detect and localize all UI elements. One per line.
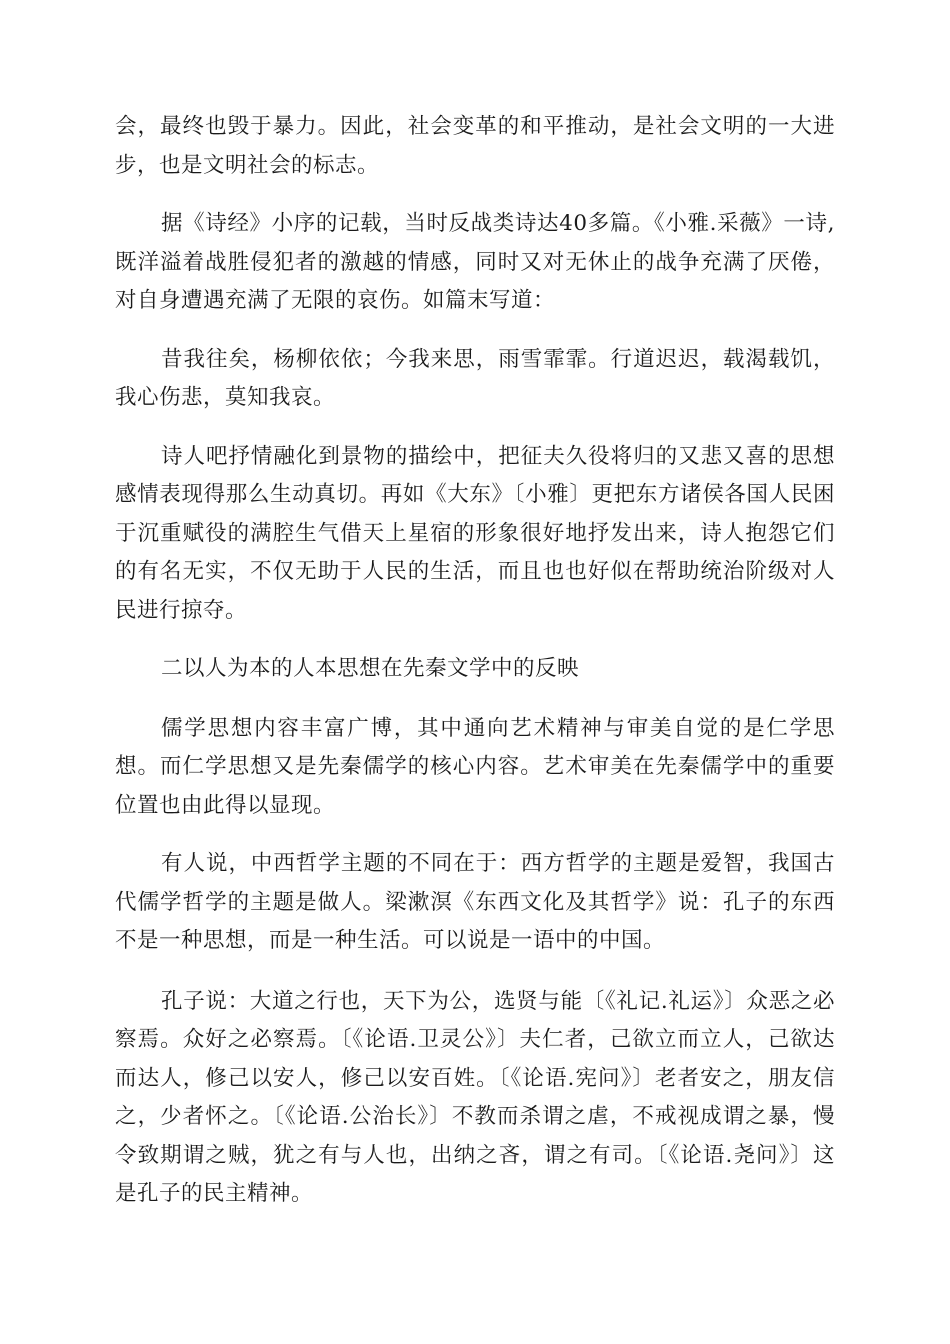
paragraph-philosophy-theme: 有人说，中西哲学主题的不同在于：西方哲学的主题是爱智，我国古代儒学哲学的主题是做人。梁漱溟《东西文化及其哲学》说：孔子的东西不是一种思想，而是一种生活。可以说是一语中的中国。	[115, 851, 835, 953]
paragraph-poet-emotion: 诗人吧抒情融化到景物的描绘中，把征夫久役将归的又悲又喜的思想感情表现得那么生动真切。再如《大东》〔小雅〕更把东方诸侯各国人民困于沉重赋役的满腔生气借天上星宿的形象很好地抒发出来，诗人抱怨它们的有名无实，不仅无助于人民的生活，而且也也好似在帮助统治阶级对人民进行掠夺。	[115, 443, 835, 623]
section-heading: 二以人为本的人本思想在先秦文学中的反映	[161, 656, 580, 681]
paragraph-shijing-antiwar: 据《诗经》小序的记载，当时反战类诗达40多篇。《小雅.采薇》一诗,既洋溢着战胜侵犯者的激越的情感，同时又对无休止的战争充满了厌倦，对自身遭遇充满了无限的哀伤。如篇末写道：	[115, 211, 835, 313]
document-body	[115, 108, 835, 1234]
paragraph-continued: 会，最终也毁于暴力。因此，社会变革的和平推动，是社会文明的一大进步，也是文明社会的标志。	[115, 114, 835, 178]
poem-quote: 昔我往矣，杨柳依依；今我来思，雨雪霏霏。行道迟迟，载渴载饥，我心伤悲，莫知我哀。	[115, 346, 835, 410]
paragraph-confucius-quotes: 孔子说：大道之行也，天下为公，选贤与能〔《礼记.礼运》〕众恶之必察焉。众好之必察焉。〔《论语.卫灵公》〕夫仁者，己欲立而立人，己欲达而达人，修己以安人，修己以安百姓。〔《论语.宪问》〕老者安之，朋友信之，少者怀之。〔《论语.公治长》〕不教而杀谓之虐，不戒视成谓之暴，慢令致期谓之贼，犹之有与人也，出纳之吝，谓之有司。〔《论语.尧问》〕这是孔子的民主精神。	[115, 988, 835, 1206]
paragraph-confucian-thought: 儒学思想内容丰富广博，其中通向艺术精神与审美自觉的是仁学思想。而仁学思想又是先秦儒学的核心内容。艺术审美在先秦儒学中的重要位置也由此得以显现。	[115, 715, 835, 818]
